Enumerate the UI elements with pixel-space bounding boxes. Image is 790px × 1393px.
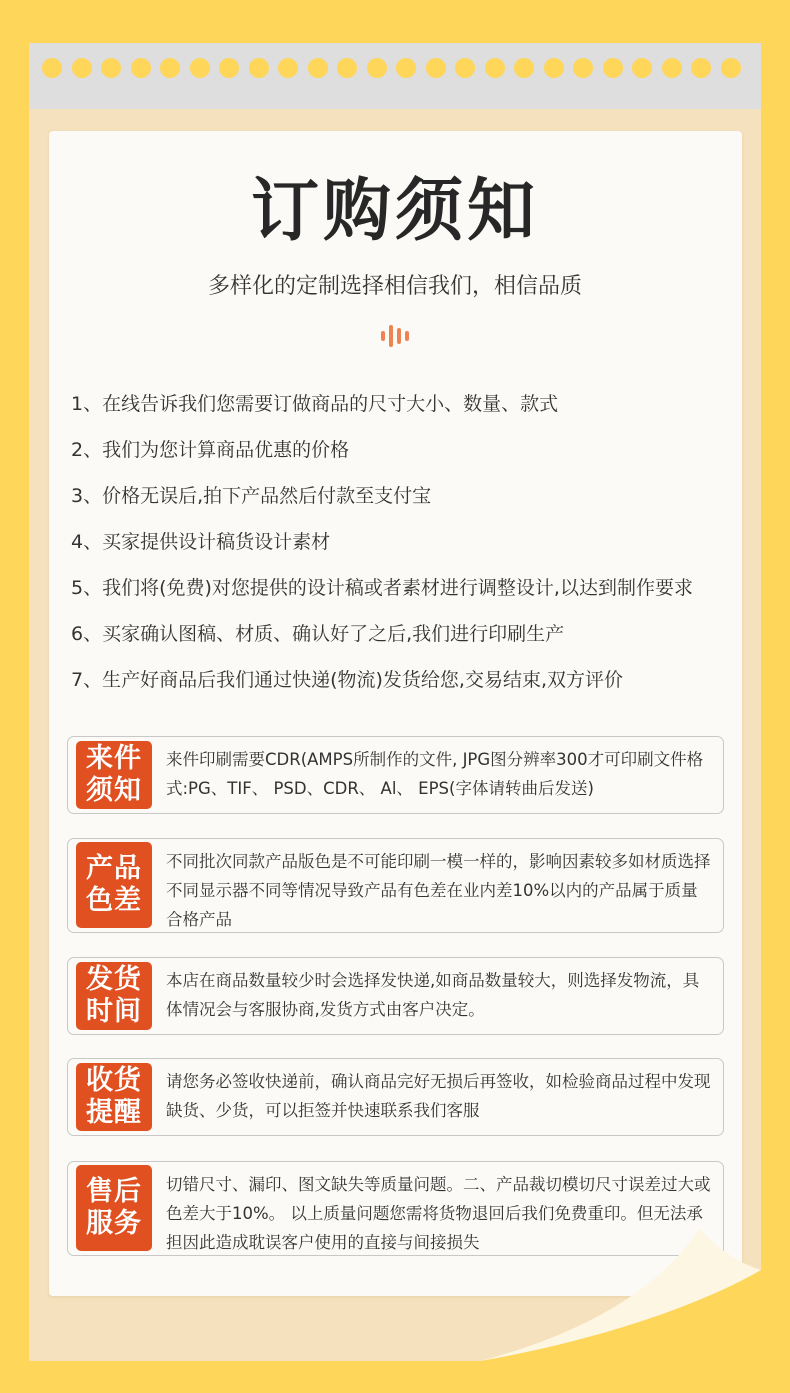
divider-bars-icon xyxy=(381,325,411,347)
binding-hole xyxy=(485,58,505,78)
binding-hole xyxy=(308,58,328,78)
notice-shipping-time xyxy=(67,957,724,1035)
binding-hole xyxy=(603,58,623,78)
notice-color-difference xyxy=(67,838,724,933)
notice-text: 不同批次同款产品版色是不可能印刷一模一样的，影响因素较多如材质选择不同显示器不同等情况导致产品有色差在业内差10%以内的产品属于质量合格产品 xyxy=(166,852,711,929)
notice-badge-line: 产品 xyxy=(86,853,142,884)
notice-badge xyxy=(76,842,152,928)
binding-hole xyxy=(160,58,180,78)
binding-hole xyxy=(721,58,741,78)
notice-badge-line: 色差 xyxy=(86,885,142,916)
notice-text: 本店在商品数量较少时会选择发快递,如商品数量较大，则选择发物流，具体情况会与客服协商,发货方式由客户决定。 xyxy=(166,971,700,1019)
notice-after-sales xyxy=(67,1161,724,1256)
notice-badge xyxy=(76,1063,152,1131)
binding-hole xyxy=(573,58,593,78)
page-title: 订购须知 xyxy=(250,172,539,251)
binding-hole xyxy=(514,58,534,78)
notice-receipt-reminder xyxy=(67,1058,724,1136)
notice-text: 来件印刷需要CDR(AMPS所制作的文件, JPG图分辨率300才可印刷文件格式:PG、TIF、 PSD、CDR、 Al、 EPS(字体请转曲后发送) xyxy=(166,750,704,798)
order-step: 1、在线告诉我们您需要订做商品的尺寸大小、数量、款式 xyxy=(71,393,559,415)
binding-hole xyxy=(249,58,269,78)
binding-hole xyxy=(131,58,151,78)
notice-badge-line: 来件 xyxy=(86,743,142,774)
notice-badge-line: 时间 xyxy=(86,996,142,1027)
order-step: 2、我们为您计算商品优惠的价格 xyxy=(71,439,350,461)
notice-badge-line: 售后 xyxy=(86,1176,142,1207)
order-step: 7、生产好商品后我们通过快递(物流)发货给您,交易结束,双方评价 xyxy=(71,669,623,691)
order-step: 4、买家提供设计稿货设计素材 xyxy=(71,531,331,553)
notice-file-requirements xyxy=(67,736,724,814)
order-steps-list xyxy=(71,385,761,707)
binding-hole xyxy=(544,58,564,78)
notice-badge-line: 收货 xyxy=(86,1065,142,1096)
notepad-binding-strip xyxy=(29,43,761,109)
notice-badge-line: 服务 xyxy=(86,1208,142,1239)
binding-hole xyxy=(632,58,652,78)
notice-badge xyxy=(76,741,152,809)
notice-badge xyxy=(76,1165,152,1251)
binding-hole xyxy=(72,58,92,78)
notice-badge-line: 提醒 xyxy=(86,1097,142,1128)
binding-hole xyxy=(367,58,387,78)
page-subtitle: 多样化的定制选择相信我们，相信品质 xyxy=(207,274,582,299)
notice-badge xyxy=(76,962,152,1030)
binding-hole xyxy=(337,58,357,78)
order-step: 5、我们将(免费)对您提供的设计稿或者素材进行调整设计,以达到制作要求 xyxy=(71,577,693,599)
binding-hole xyxy=(691,58,711,78)
order-step: 3、价格无误后,拍下产品然后付款至支付宝 xyxy=(71,485,432,507)
binding-hole xyxy=(42,58,62,78)
notice-badge-line: 须知 xyxy=(86,775,142,806)
binding-holes xyxy=(42,58,741,78)
notice-text: 请您务必签收快递前，确认商品完好无损后再签收，如检验商品过程中发现缺货、少货，可以拒签并快速联系我们客服 xyxy=(166,1072,711,1120)
order-step: 6、买家确认图稿、材质、确认好了之后,我们进行印刷生产 xyxy=(71,623,565,645)
binding-hole xyxy=(396,58,416,78)
binding-hole xyxy=(190,58,210,78)
binding-hole xyxy=(455,58,475,78)
binding-hole xyxy=(219,58,239,78)
binding-hole xyxy=(426,58,446,78)
notice-badge-line: 发货 xyxy=(86,964,142,995)
binding-hole xyxy=(662,58,682,78)
binding-hole xyxy=(101,58,121,78)
notice-text: 切错尺寸、漏印、图文缺失等质量问题。二、产品裁切模切尺寸误差过大或色差大于10%。 以上质量问题您需将货物退回后我们免费重印。但无法承担因此造成耽误客户使用的直接与间接损失 xyxy=(166,1175,711,1252)
binding-hole xyxy=(278,58,298,78)
